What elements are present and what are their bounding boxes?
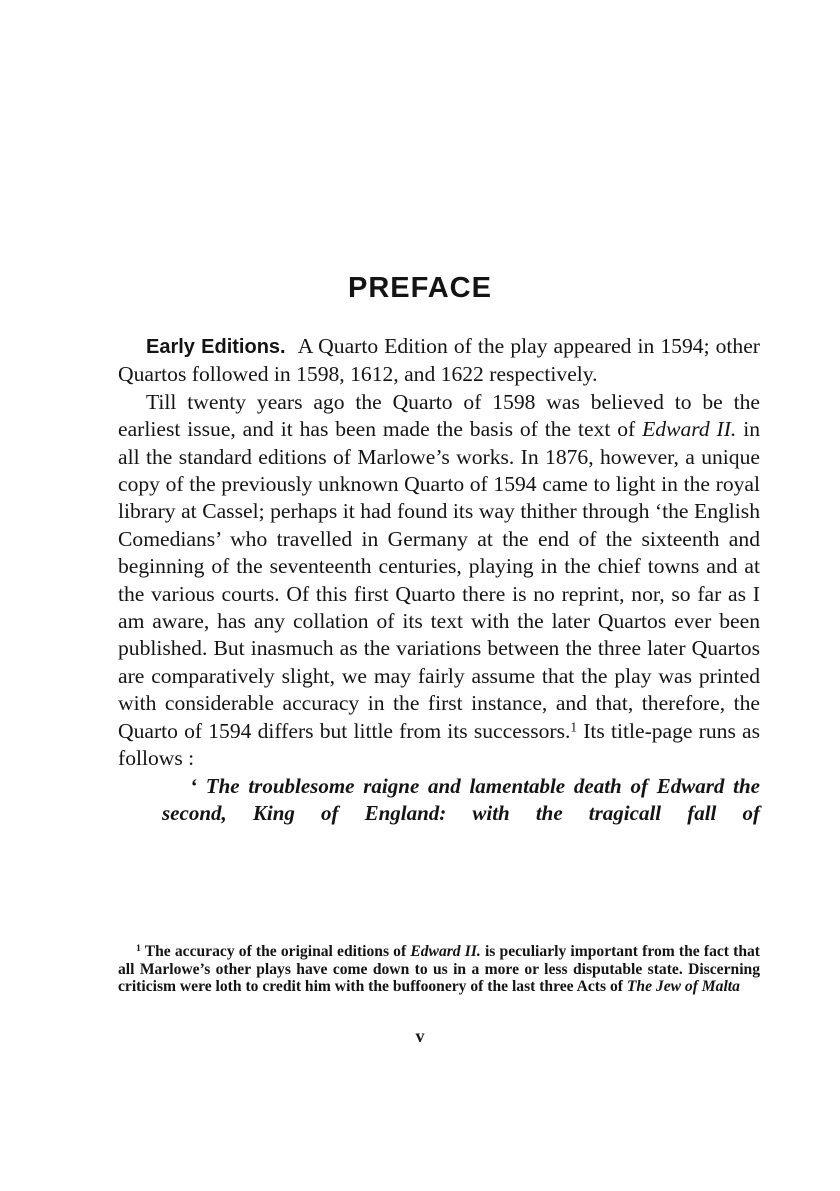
side-heading: Early Editions. bbox=[146, 336, 286, 358]
paragraph-text: in all the standard editions of Marlowe’s works. In 1876, however, a unique copy of the previously unknown Quarto of 1594 came to light in the royal library at Cassel; perhaps it had found its way thither through ‘the English Comedians’ who travelled in Germany at the end of the sixteenth and beginning of the seventeenth centuries, playing in the chief towns and at the various courts. Of this first Quarto there is no reprint, nor, so far as I am aware, has any collation of its text with the later Quartos ever been published. But inasmuch as the variations between the three later Quartos are comparatively slight, we may fairly assume that the play was printed with considerable accuracy in the first instance, and that, therefore, the Quarto of 1594 differs but little from its successors. bbox=[118, 417, 760, 743]
paragraph-text: Till twenty years ago the Quarto of 1598 was believed to be the earliest issue, and it has been made the basis of the text of bbox=[118, 389, 760, 442]
paragraph-early-editions bbox=[118, 333, 760, 389]
main-text bbox=[118, 333, 760, 827]
footnote-segment: The accuracy of the original editions of bbox=[140, 943, 411, 960]
play-title: The Jew of Malta bbox=[626, 978, 740, 996]
footnote bbox=[118, 943, 760, 996]
page-number: v bbox=[415, 1026, 425, 1046]
footnote-segment: is peculiarly important from the fact that all Marlowe’s other plays have come down to us in a more or less disputable state. Discerning criticism were loth to credit him with the buffoonery of the last three Acts of bbox=[118, 943, 760, 996]
play-title: Edward II. bbox=[642, 417, 737, 442]
paragraph-quarto-history bbox=[118, 389, 760, 773]
footnote-reference[interactable]: 1 bbox=[570, 719, 578, 734]
footnote-marker: 1 bbox=[136, 943, 141, 955]
title-page-quote: ‘ The troublesome raigne and lamentable death of Edward the second, King of England: with the tragicall fall of bbox=[162, 773, 760, 825]
paragraph-text: A Quarto Edition of the play appeared in 1594; other Quartos followed in 1598, 1612, and 1622 respectively. bbox=[118, 334, 760, 387]
play-title: Edward II. bbox=[410, 943, 481, 960]
page-title: PREFACE bbox=[348, 272, 492, 304]
paragraph-text: Its title-page runs as follows : bbox=[118, 718, 760, 771]
footnote-text bbox=[118, 943, 760, 996]
